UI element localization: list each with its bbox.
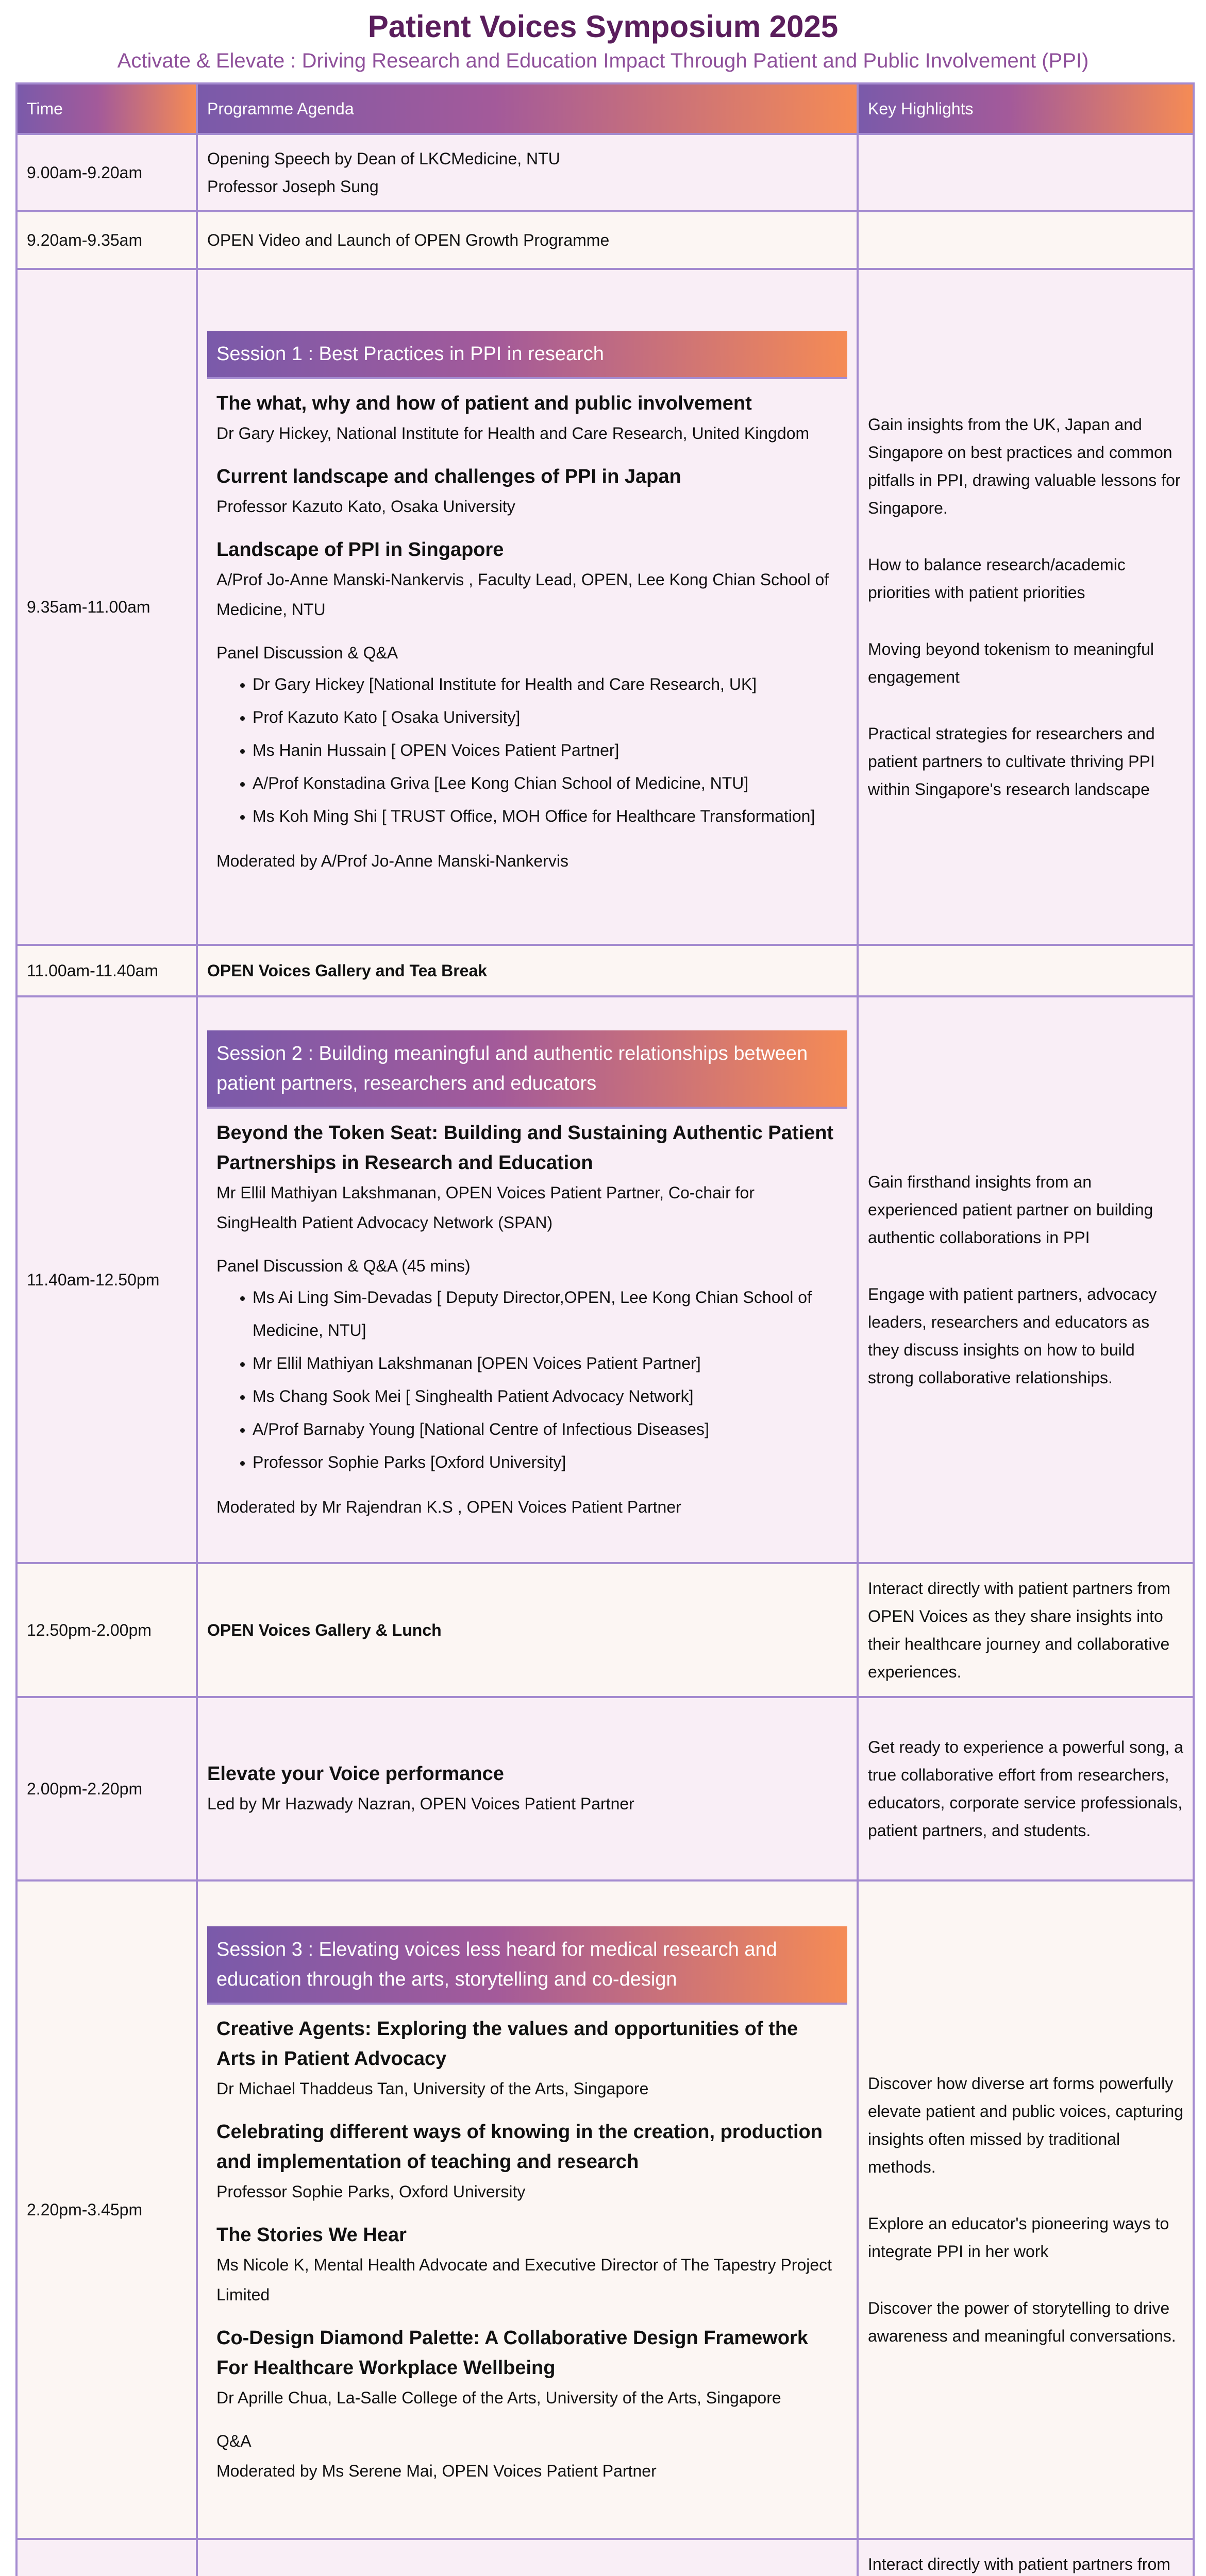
talk-speaker: Mr Ellil Mathiyan Lakshmanan, OPEN Voices Patient Partner, Co-chair for SingHealth Patient Advocacy Network (SPAN) <box>216 1183 755 1232</box>
header-highlights: Key Highlights <box>858 83 1194 134</box>
talk-speaker: Led by Mr Hazwady Nazran, OPEN Voices Patient Partner <box>207 1794 634 1813</box>
table-row <box>16 945 1194 996</box>
talk-speaker: Professor Sophie Parks, Oxford University <box>216 2182 526 2201</box>
panel-list <box>216 668 838 833</box>
row-highlights: Get ready to experience a powerful song, a true collaborative effort from researchers, educators, corporate service professionals, patient partners, and students. <box>858 1697 1194 1880</box>
list-item: • Mr Ellil Mathiyan Lakshmanan [OPEN Voices Patient Partner] <box>253 1347 838 1380</box>
header-programme: Programme Agenda <box>197 83 858 134</box>
page-title: Patient Voices Symposium 2025 <box>367 9 839 44</box>
row-time: 2.20pm-3.45pm <box>16 1880 197 2539</box>
table-row <box>16 1697 1194 1880</box>
row-time: 9.20am-9.35am <box>16 211 197 269</box>
talk-title: Current landscape and challenges of PPI in Japan <box>216 466 681 487</box>
row-programme <box>197 134 858 211</box>
table-header-row <box>16 83 1194 134</box>
session-body <box>207 1109 847 1529</box>
list-item: • Ms Chang Sook Mei [ Singhealth Patient Advocacy Network] <box>253 1380 838 1413</box>
talk-title: Landscape of PPI in Singapore <box>216 539 504 561</box>
row-highlights <box>858 269 1194 945</box>
row-time: 12.50pm-2.00pm <box>16 1563 197 1697</box>
row-highlights <box>858 945 1194 996</box>
row-highlights <box>858 134 1194 211</box>
highlight-paragraph: Discover the power of storytelling to drive awareness and meaningful conversations. <box>868 2299 1176 2345</box>
table-row <box>16 1563 1194 1697</box>
session-heading: Session 3 : Elevating voices less heard for medical research and education through the arts, storytelling and co-design <box>207 1926 847 2005</box>
table-row <box>16 211 1194 269</box>
highlight-paragraph: Moving beyond tokenism to meaningful engagement <box>868 640 1154 686</box>
talk-title: Beyond the Token Seat: Building and Sustaining Authentic Patient Partnerships in Research and Education <box>216 1122 834 1174</box>
list-item: • Prof Kazuto Kato [ Osaka University] <box>253 701 838 734</box>
session-body <box>207 379 847 883</box>
row-time: 11.40am-12.50pm <box>16 996 197 1563</box>
talk-speaker: Dr Aprille Chua, La-Salle College of the Arts, University of the Arts, Singapore <box>216 2388 781 2407</box>
talk-speaker: Dr Michael Thaddeus Tan, University of the Arts, Singapore <box>216 2079 649 2098</box>
row-highlights <box>858 1880 1194 2539</box>
talk-title: Celebrating different ways of knowing in the creation, production and implementation of teaching and research <box>216 2121 823 2173</box>
highlight-paragraph: Explore an educator's pioneering ways to integrate PPI in her work <box>868 2214 1169 2261</box>
row-time: 9.00am-9.20am <box>16 134 197 211</box>
panel-title: Panel Discussion & Q&A (45 mins) <box>216 1257 471 1275</box>
programme-line: Opening Speech by Dean of LKCMedicine, NTU <box>207 149 560 168</box>
list-item: • Ms Ai Ling Sim-Devadas [ Deputy Director,OPEN, Lee Kong Chian School of Medicine, NTU] <box>253 1281 838 1347</box>
session-3-row <box>16 1880 1194 2539</box>
session-body <box>207 2005 847 2493</box>
talk-speaker: Dr Gary Hickey, National Institute for Health and Care Research, United Kingdom <box>216 424 810 443</box>
talk-speaker: A/Prof Jo-Anne Manski-Nankervis , Faculty Lead, OPEN, Lee Kong Chian School of Medicine, NTU <box>216 570 829 619</box>
row-highlights: Interact directly with patient partners from OPEN Voices as they share insights into their healthcare journey and collaborative experiences. <box>858 1563 1194 1697</box>
panel-list <box>216 1281 838 1479</box>
talk-title: Creative Agents: Exploring the values and opportunities of the Arts in Patient Advocacy <box>216 2018 798 2070</box>
list-item: • Ms Koh Ming Shi [ TRUST Office, MOH Office for Healthcare Transformation] <box>253 800 838 833</box>
list-item: • A/Prof Konstadina Griva [Lee Kong Chian School of Medicine, NTU] <box>253 767 838 800</box>
highlight-paragraph: Discover how diverse art forms powerfully elevate patient and public voices, capturing insights often missed by traditional methods. <box>868 2074 1183 2176</box>
row-programme: OPEN Voices Gallery and Tea Break <box>197 945 858 996</box>
row-time <box>16 2539 197 2576</box>
qa-label: Q&A <box>216 2432 252 2450</box>
list-item: • Ms Hanin Hussain [ OPEN Voices Patient Partner] <box>253 734 838 767</box>
panel-title: Panel Discussion & Q&A <box>216 643 398 662</box>
moderator: Moderated by Ms Serene Mai, OPEN Voices Patient Partner <box>216 2462 657 2480</box>
highlight-paragraph: Practical strategies for researchers and patient partners to cultivate thriving PPI within Singapore's research landscape <box>868 724 1155 799</box>
talk-speaker: Professor Kazuto Kato, Osaka University <box>216 497 515 516</box>
row-highlights: Interact directly with patient partners from <box>858 2539 1194 2576</box>
session-heading: Session 2 : Building meaningful and authentic relationships between patient partners, researchers and educators <box>207 1030 847 1109</box>
row-highlights <box>858 996 1194 1563</box>
list-item: • A/Prof Barnaby Young [National Centre of Infectious Diseases] <box>253 1413 838 1446</box>
moderator: Moderated by Mr Rajendran K.S , OPEN Voices Patient Partner <box>216 1498 681 1516</box>
highlight-paragraph: How to balance research/academic priorities with patient priorities <box>868 555 1126 602</box>
session-1-row <box>16 269 1194 945</box>
row-programme <box>197 996 858 1563</box>
row-programme: OPEN Voices Gallery & Lunch <box>197 1563 858 1697</box>
row-time: 9.35am-11.00am <box>16 269 197 945</box>
talk-title: The Stories We Hear <box>216 2224 407 2246</box>
row-programme <box>197 1697 858 1880</box>
session-2-row <box>16 996 1194 1563</box>
session-heading: Session 1 : Best Practices in PPI in research <box>207 331 847 379</box>
talk-title: The what, why and how of patient and public involvement <box>216 393 752 414</box>
talk-speaker: Ms Nicole K, Mental Health Advocate and Executive Director of The Tapestry Project Limited <box>216 2256 832 2304</box>
table-row <box>16 2539 1194 2576</box>
highlight-paragraph: Engage with patient partners, advocacy leaders, researchers and educators as they discuss insights on how to build strong collaborative relationships. <box>868 1285 1157 1387</box>
table-row <box>16 134 1194 211</box>
row-time: 11.00am-11.40am <box>16 945 197 996</box>
agenda-table <box>15 82 1195 2576</box>
talk-title: Elevate your Voice performance <box>207 1763 504 1785</box>
row-time: 2.00pm-2.20pm <box>16 1697 197 1880</box>
row-programme <box>197 1880 858 2539</box>
highlight-paragraph: Gain firsthand insights from an experienced patient partner on building authentic collaborations in PPI <box>868 1173 1153 1247</box>
header-time: Time <box>16 83 197 134</box>
row-programme <box>197 2539 858 2576</box>
page-subtitle: Activate & Elevate : Driving Research and Education Impact Through Patient and Public Involvement (PPI) <box>117 49 1089 72</box>
list-item: • Dr Gary Hickey [National Institute for Health and Care Research, UK] <box>253 668 838 701</box>
row-highlights <box>858 211 1194 269</box>
row-programme <box>197 269 858 945</box>
highlight-paragraph: Gain insights from the UK, Japan and Singapore on best practices and common pitfalls in PPI, drawing valuable lessons for Singapore. <box>868 415 1181 517</box>
programme-line: Professor Joseph Sung <box>207 177 379 196</box>
list-item: • Professor Sophie Parks [Oxford University] <box>253 1446 838 1479</box>
talk-title: Co-Design Diamond Palette: A Collaborative Design Framework For Healthcare Workplace Wellbeing <box>216 2327 808 2379</box>
moderator: Moderated by A/Prof Jo-Anne Manski-Nankervis <box>216 852 568 870</box>
row-programme: OPEN Video and Launch of OPEN Growth Programme <box>197 211 858 269</box>
